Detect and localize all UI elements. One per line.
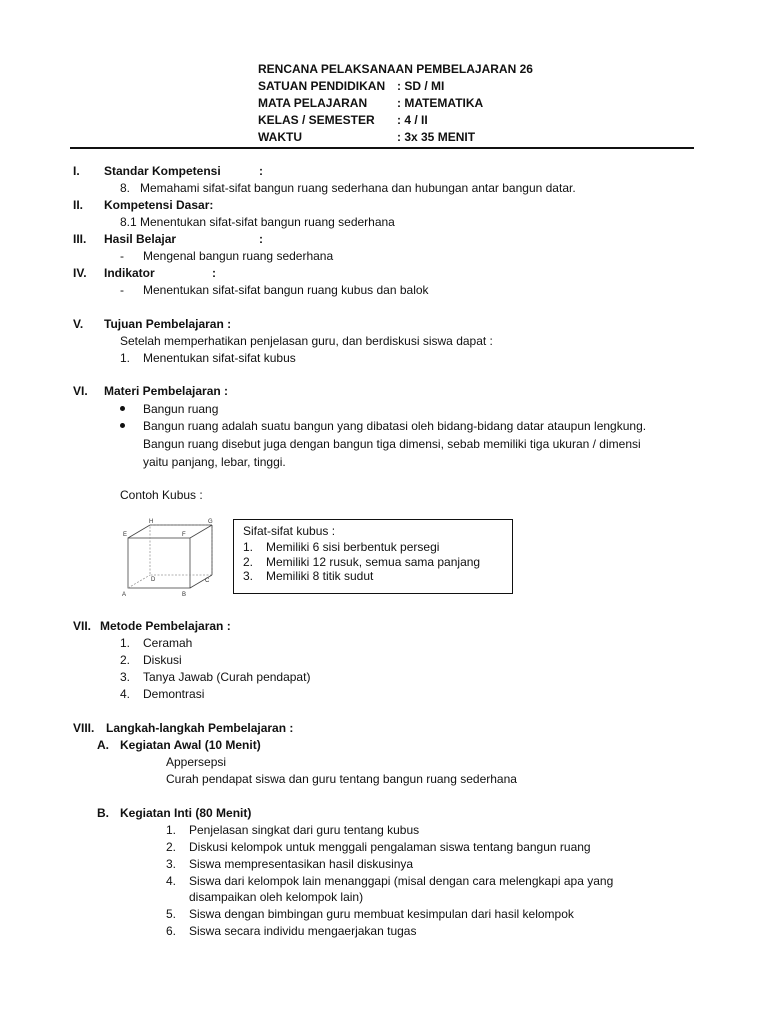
step-item: Siswa secara individu mengaerjakan tugas	[189, 924, 417, 938]
subsection-b-title: Kegiatan Inti (80 Menit)	[120, 806, 252, 820]
header-value-mapel: : MATEMATIKA	[397, 96, 484, 110]
method-number: 2.	[120, 653, 131, 667]
header-label-kelas: KELAS / SEMESTER	[258, 113, 375, 127]
section-4-title: Indikator	[104, 266, 155, 280]
cube-label-e: E	[123, 532, 128, 538]
step-item-continued: disampaikan oleh kelompok lain)	[189, 890, 364, 904]
section-7-title: Metode Pembelajaran :	[100, 619, 231, 633]
section-3-colon: :	[259, 232, 263, 246]
step-item: Penjelasan singkat dari guru tentang kubus	[189, 823, 420, 837]
cube-edge	[128, 525, 150, 538]
cube-edge	[190, 525, 212, 538]
method-item: Demontrasi	[143, 687, 205, 701]
cube-label-g: G	[208, 519, 213, 525]
box-title: Sifat-sifat kubus :	[243, 524, 336, 538]
header-value-waktu: : 3x 35 MENIT	[397, 130, 476, 144]
box-item-number: 1.	[243, 540, 254, 554]
step-number: 4.	[166, 874, 177, 888]
section-6-title: Materi Pembelajaran :	[104, 384, 229, 398]
subsection-a-title: Kegiatan Awal (10 Menit)	[120, 738, 261, 752]
contoh-kubus-label: Contoh Kubus :	[120, 488, 203, 502]
section-5-title: Tujuan Pembelajaran :	[104, 317, 232, 331]
section-7-number: VII.	[73, 619, 92, 633]
section-3-number: III.	[73, 232, 87, 246]
section-3-title: Hasil Belajar	[104, 232, 177, 246]
step-number: 5.	[166, 907, 177, 921]
section-5-item: Menentukan sifat-sifat kubus	[143, 351, 296, 365]
method-item: Tanya Jawab (Curah pendapat)	[143, 670, 311, 684]
bullet-icon	[120, 423, 125, 428]
header-value-kelas: : 4 / II	[397, 113, 428, 127]
section-4-item: Menentukan sifat-sifat bangun ruang kubus dan balok	[143, 283, 429, 297]
section-3-item: Mengenal bangun ruang sederhana	[143, 249, 334, 263]
box-item: Memiliki 8 titik sudut	[266, 569, 374, 583]
section-6-bullet-1: Bangun ruang	[143, 402, 219, 416]
section-3-dash: -	[120, 249, 124, 263]
cube-label-f: F	[182, 532, 186, 538]
step-item: Diskusi kelompok untuk menggali pengalaman siswa tentang bangun ruang	[189, 840, 591, 854]
header-label-waktu: WAKTU	[258, 130, 302, 144]
step-number: 3.	[166, 857, 177, 871]
subsection-a-line: Appersepsi	[166, 755, 227, 769]
document-title: RENCANA PELAKSANAAN PEMBELAJARAN 26	[258, 62, 533, 76]
section-1-number: I.	[73, 164, 80, 178]
step-number: 1.	[166, 823, 177, 837]
section-2-title: Kompetensi Dasar:	[104, 198, 214, 212]
method-number: 1.	[120, 636, 131, 650]
section-2-item: 8.1 Menentukan sifat-sifat bangun ruang sederhana	[120, 215, 395, 229]
subsection-a-line: Curah pendapat siswa dan guru tentang bangun ruang sederhana	[166, 772, 517, 786]
section-5-item-number: 1.	[120, 351, 131, 365]
header-value-satuan: : SD / MI	[397, 79, 445, 93]
header-divider	[70, 147, 694, 149]
method-number: 3.	[120, 670, 131, 684]
method-item: Diskusi	[143, 653, 182, 667]
cube-label-b: B	[182, 592, 187, 598]
section-6-bullet-2-line-3: yaitu panjang, lebar, tinggi.	[143, 455, 286, 469]
section-6-bullet-2-line-2: Bangun ruang disebut juga dengan bangun tiga dimensi, sebab memiliki tiga ukuran / dimensi	[143, 437, 641, 451]
section-1-item: 8. Memahami sifat-sifat bangun ruang sederhana dan hubungan antar bangun datar.	[120, 181, 576, 195]
step-item: Siswa dari kelompok lain menanggapi (misal dengan cara melengkapi apa yang	[189, 874, 614, 888]
method-number: 4.	[120, 687, 131, 701]
step-number: 2.	[166, 840, 177, 854]
section-1-title: Standar Kompetensi	[104, 164, 221, 178]
box-item-number: 2.	[243, 555, 254, 569]
section-5-intro: Setelah memperhatikan penjelasan guru, dan berdiskusi siswa dapat :	[120, 334, 493, 348]
subsection-a-letter: A.	[97, 738, 109, 752]
section-2-number: II.	[73, 198, 84, 212]
section-4-number: IV.	[73, 266, 87, 280]
section-8-title: Langkah-langkah Pembelajaran :	[106, 721, 294, 735]
section-6-bullet-2-line-1: Bangun ruang adalah suatu bangun yang dibatasi oleh bidang-bidang datar ataupun lengkung.	[143, 419, 647, 433]
section-6-number: VI.	[73, 384, 88, 398]
cube-label-d: D	[151, 577, 156, 583]
box-item: Memiliki 6 sisi berbentuk persegi	[266, 540, 440, 554]
step-item: Siswa dengan bimbingan guru membuat kesimpulan dari hasil kelompok	[189, 907, 574, 921]
cube-edge	[128, 575, 150, 588]
cube-label-h: H	[149, 519, 154, 525]
section-8-number: VIII.	[73, 721, 95, 735]
cube-front-face	[128, 538, 190, 588]
cube-back-face	[150, 525, 212, 575]
section-5-number: V.	[73, 317, 84, 331]
section-4-colon: :	[212, 266, 216, 280]
header-label-satuan: SATUAN PENDIDIKAN	[258, 79, 386, 93]
subsection-b-letter: B.	[97, 806, 109, 820]
method-item: Ceramah	[143, 636, 193, 650]
section-4-dash: -	[120, 283, 124, 297]
cube-label-a: A	[122, 592, 127, 598]
bullet-icon	[120, 406, 125, 411]
box-item: Memiliki 12 rusuk, semua sama panjang	[266, 555, 481, 569]
step-item: Siswa mempresentasikan hasil diskusinya	[189, 857, 414, 871]
cube-label-c: C	[205, 578, 210, 584]
step-number: 6.	[166, 924, 177, 938]
header-label-mapel: MATA PELAJARAN	[258, 96, 368, 110]
box-item-number: 3.	[243, 569, 254, 583]
section-1-colon: :	[259, 164, 263, 178]
cube-diagram	[120, 516, 220, 600]
